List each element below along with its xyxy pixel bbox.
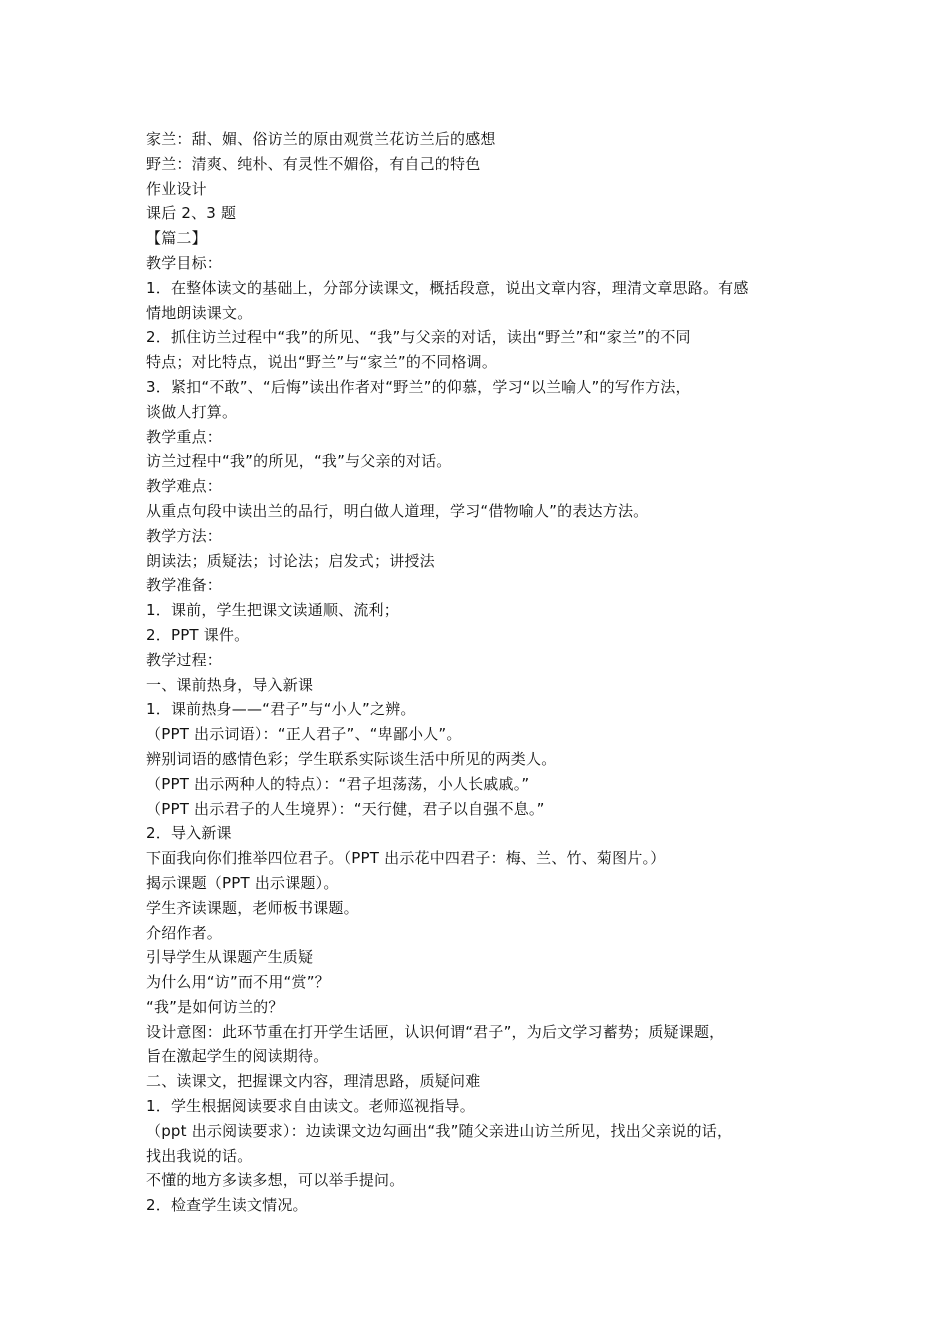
text-line: 旨在激起学生的阅读期待。: [146, 1047, 329, 1066]
text-line: “我”是如何访兰的？: [146, 997, 284, 1016]
text-line: 2．导入新课: [146, 824, 232, 843]
text-line: 1．课前热身——“君子”与“小人”之辨。: [146, 700, 416, 719]
text-line: 从重点句段中读出兰的品行，明白做人道理，学习“借物喻人”的表达方法。: [146, 501, 649, 520]
section-heading: 一、课前热身，导入新课: [146, 675, 314, 694]
section-heading: 教学重点：: [146, 427, 223, 446]
text-line: （PPT 出示君子的人生境界）：“天行健，君子以自强不息。”: [146, 799, 545, 818]
section-heading: 教学准备：: [146, 576, 223, 595]
section-heading: 教学目标：: [146, 253, 223, 272]
text-line: 课后 2、3 题: [146, 204, 237, 223]
text-line: 2．PPT 课件。: [146, 625, 250, 644]
text-line: 不懂的地方多读多想，可以举手提问。: [146, 1171, 405, 1190]
section-heading: 教学方法：: [146, 526, 223, 545]
text-line: 2．抓住访兰过程中“我”的所见、“我”与父亲的对话，读出“野兰”和“家兰”的不同: [146, 328, 691, 347]
text-line: 情地朗读课文。: [146, 303, 253, 322]
text-line: 2．检查学生读文情况。: [146, 1196, 308, 1215]
text-line: 谈做人打算。: [146, 402, 238, 421]
text-line: 1．课前，学生把课文读通顺、流利；: [146, 601, 399, 620]
text-line: （ppt 出示阅读要求）：边读课文边勾画出“我”随父亲进山访兰所见，找出父亲说的话，: [146, 1121, 733, 1140]
text-line: 朗读法；质疑法；讨论法；启发式；讲授法: [146, 551, 435, 570]
text-line: （PPT 出示两种人的特点）：“君子坦荡荡，小人长戚戚。”: [146, 774, 530, 793]
text-line: 下面我向你们推举四位君子。（PPT 出示花中四君子：梅、兰、竹、菊图片。）: [146, 849, 666, 868]
text-line: 引导学生从课题产生质疑: [146, 948, 314, 967]
section-heading: 作业设计: [146, 179, 207, 198]
section-heading: 教学难点：: [146, 477, 223, 496]
section-heading: 教学过程：: [146, 650, 223, 669]
text-line: 辨别词语的感情色彩；学生联系实际谈生活中所见的两类人。: [146, 749, 557, 768]
text-line: 3．紧扣“不敢”、“后悔”读出作者对“野兰”的仰慕，学习“以兰喻人”的写作方法，: [146, 377, 691, 396]
text-line: 家兰：甜、媚、俗访兰的原由观赏兰花访兰后的感想: [146, 130, 496, 148]
text-line: 1．在整体读文的基础上，分部分读课文，概括段意，说出文章内容，理清文章思路。有感: [146, 278, 749, 297]
text-line: 介绍作者。: [146, 923, 223, 942]
section-heading: 【篇二】: [146, 229, 207, 248]
text-line: 为什么用“访”而不用“赏”？: [146, 973, 330, 992]
text-line: 特点；对比特点，说出“野兰”与“家兰”的不同格调。: [146, 353, 498, 372]
text-line: 访兰过程中“我”的所见，“我”与父亲的对话。: [146, 452, 452, 471]
text-line: 1．学生根据阅读要求自由读文。老师巡视指导。: [146, 1097, 475, 1116]
text-line: 设计意图：此环节重在打开学生话匣，认识何谓“君子”，为后文学习蓄势；质疑课题，: [146, 1022, 725, 1041]
section-heading: 二、读课文，把握课文内容，理清思路，质疑问难: [146, 1072, 481, 1091]
text-line: （PPT 出示词语）：“正人君子”、“卑鄙小人”。: [146, 725, 462, 744]
document-body: [146, 127, 826, 1218]
text-line: 学生齐读课题，老师板书课题。: [146, 898, 359, 917]
text-line: 找出我说的话。: [146, 1146, 253, 1165]
text-line: 揭示课题（PPT 出示课题）。: [146, 873, 339, 892]
text-line: 野兰：清爽、纯朴、有灵性不媚俗，有自己的特色: [146, 154, 481, 173]
